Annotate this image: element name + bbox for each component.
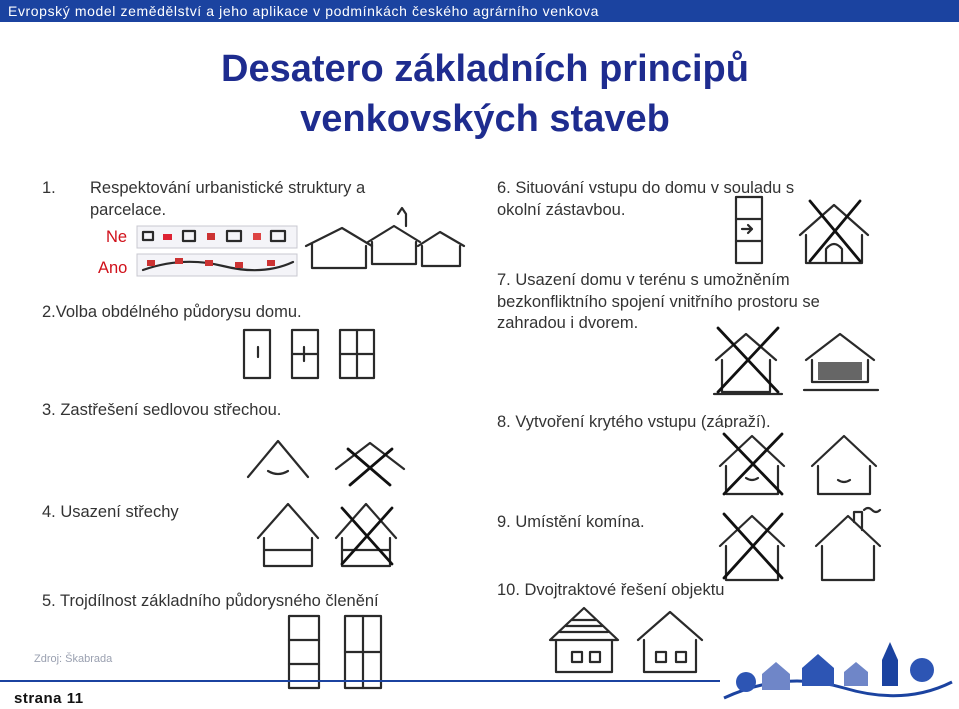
village-plan-illustration <box>135 224 300 280</box>
title-line-1: Desatero základních principů <box>221 48 749 90</box>
label-ano: Ano <box>98 259 128 277</box>
terrain-illustration <box>712 320 884 400</box>
roof-placement-illustration <box>256 498 402 570</box>
principle-2: 2.Volba obdélného půdorysu domu. <box>42 303 302 321</box>
principle-7-line-2: bezkonfliktního spojení vnitřního prostoru se <box>497 293 820 311</box>
principle-6-line-2: okolní zástavbou. <box>497 201 626 219</box>
principle-7-line-3: zahradou i dvorem. <box>497 314 639 332</box>
principle-1-line-2: parcelace. <box>90 201 167 219</box>
header-text: Evropský model zemědělství a jeho aplikace v podmínkách českého agrárního venkova <box>8 3 600 19</box>
entrance-illustration <box>730 195 892 267</box>
village-silhouette-illustration <box>722 620 954 704</box>
village-strip-ne <box>137 226 297 248</box>
footer-divider <box>0 680 720 682</box>
page-number: strana 11 <box>14 690 84 707</box>
principle-3: 3. Zastřešení sedlovou střechou. <box>42 401 282 419</box>
principle-4: 4. Usazení střechy <box>42 503 179 521</box>
principle-7-line-1: 7. Usazení domu v terénu s umožněním <box>497 271 790 289</box>
principle-8: 8. Vytvoření krytého vstupu (zápraží). <box>497 413 771 431</box>
principle-1-line-1: Respektování urbanistické struktury a <box>90 179 366 197</box>
page-title <box>120 44 850 144</box>
title-line-2: venkovských staveb <box>300 98 670 140</box>
covered-entrance-illustration <box>716 428 882 498</box>
double-tract-illustration <box>546 602 712 676</box>
principle-10: 10. Dvojtraktové řešení objektů <box>497 581 725 599</box>
principle-9: 9. Umístění komína. <box>497 513 645 531</box>
source-credit: Zdroj: Škabrada <box>34 653 113 665</box>
floor-plan-illustration <box>240 327 380 382</box>
gable-roof-illustration <box>240 427 408 489</box>
principle-6-line-1: 6. Situování vstupu do domu v souladu s <box>497 179 795 197</box>
village-perspective-illustration <box>302 206 468 276</box>
header-bar <box>0 0 959 22</box>
label-ne: Ne <box>106 228 128 246</box>
principle-5: 5. Trojdílnost základního půdorysného členění <box>42 592 379 610</box>
principle-1-number: 1. <box>42 179 56 197</box>
village-strip-ano <box>137 254 297 276</box>
chimney-illustration <box>716 504 888 586</box>
